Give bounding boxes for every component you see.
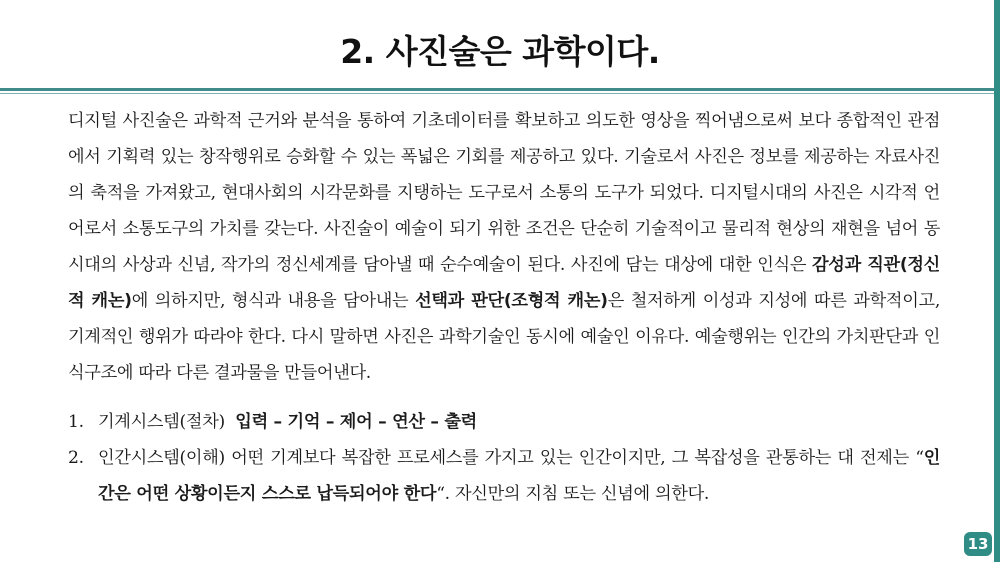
right-accent-bar [994, 0, 1000, 562]
list-item [68, 440, 940, 512]
list-item-emphasis: 인간은 어떤 상황이든지 스스로 납득되어야 한다 [98, 448, 940, 504]
slide-title: 2. 사진술은 과학이다. [340, 32, 660, 71]
page-number-badge: 13 [964, 532, 992, 556]
list-item-emphasis: 입력 – 기억 – 제어 – 연산 – 출력 [235, 412, 477, 432]
paragraph-text-2: 에 의하지만, 형식과 내용을 담아내는 [131, 291, 416, 311]
list-item-text-before: 인간시스템(이해) 어떤 기계보다 복잡한 프로세스를 가지고 있는 인간이지만, 그 복잡성을 관통하는 대 전제는 “ [98, 448, 924, 468]
list-item-label: 기계시스템(절차) [98, 412, 225, 432]
list-item [68, 404, 940, 440]
list-number: 2. [68, 448, 84, 468]
paragraph-text-1: 디지털 사진술은 과학적 근거와 분석을 통하여 기초데이터를 확보하고 의도한 영상을 찍어냄으로써 보다 종합적인 관점에서 기획력 있는 창작행위로 승화할 수 있는 폭넓은 기회를 제공하고 있다. 기술로서 사진은 정보를 제공하는 자료사진의 축적을 가져왔고, 현대사회의 시각문화를 지탱하는 도구로서 소통의 도구가 되었다. 디지털시대의 사진은 시각적 언어로서 소통도구의 가치를 갖는다. 사진술이 예술이 되기 위한 조건은 단순히 기술적이고 물리적 현상의 재현을 넘어 동 시대의 사상과 신념, 작가의 정신세계를 담아낼 때 순수예술이 된다. 사진에 담는 대상에 대한 인식은 [68, 111, 940, 275]
paragraph-text-3: 은 철저하게 이성과 지성에 따른 과학적이고, 기계적인 행위가 따라야 한다. 다시 말하면 사진은 과학기술인 동시에 예술인 이유다. 예술행위는 인간의 가치판단과 인식구조에 따라 다른 결과물을 만들어낸다. [68, 291, 940, 383]
list-number: 1. [68, 412, 84, 432]
list-item-text-after: “. 자신만의 지침 또는 신념에 의한다. [436, 484, 710, 504]
numbered-list [68, 404, 940, 512]
body-paragraph [68, 103, 940, 391]
title-divider-thin [0, 93, 1000, 94]
emphasis-selection-judgment: 선택과 판단(조형적 캐논) [415, 291, 608, 311]
title-divider-thick [0, 88, 1000, 91]
emphasis-emotion-intuition: 감성과 직관(정신적 캐논) [68, 255, 940, 311]
